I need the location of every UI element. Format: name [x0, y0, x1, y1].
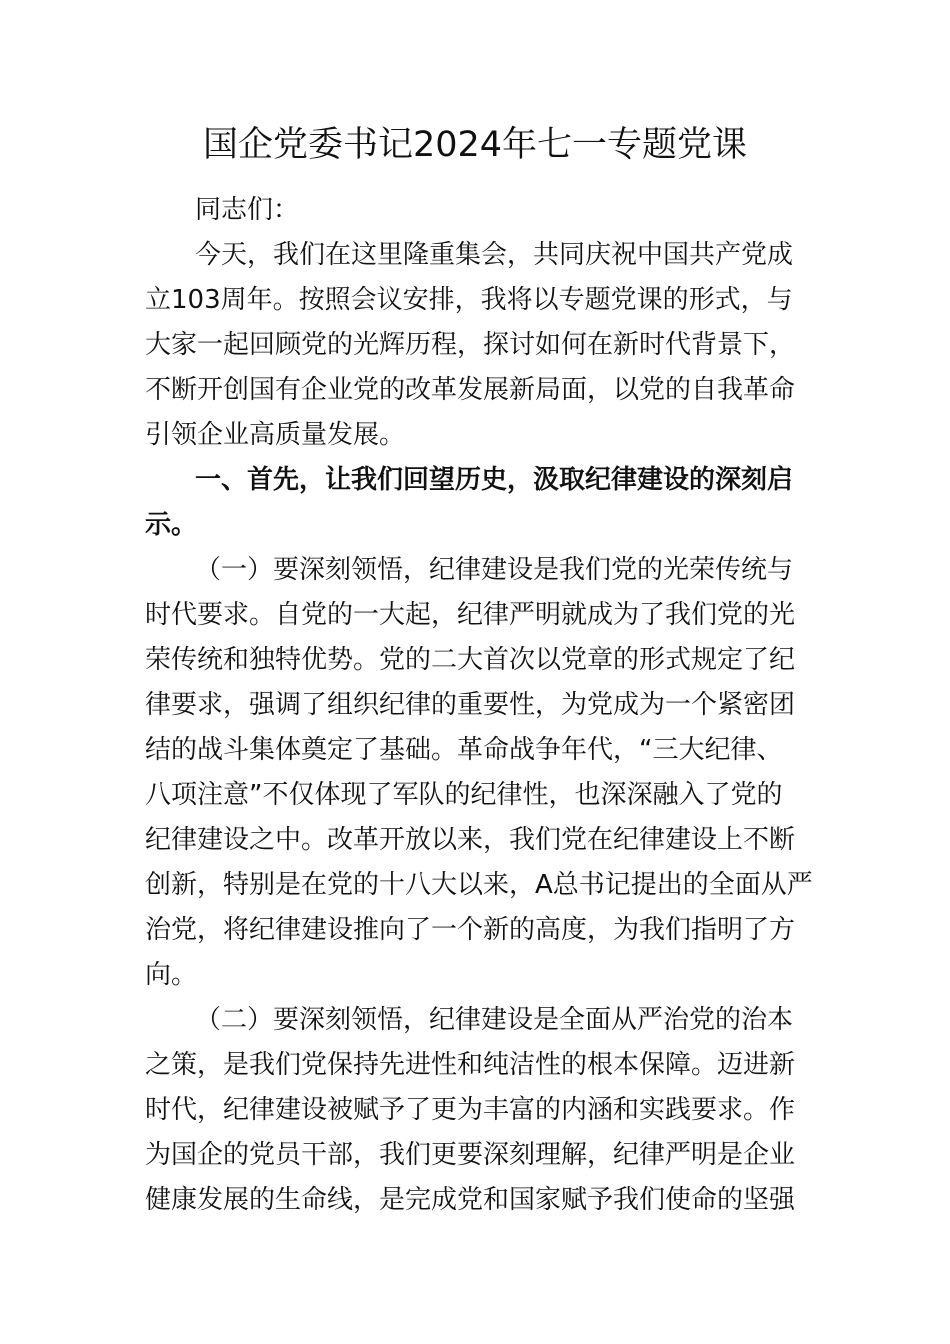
paragraph-line: 荣传统和独特优势。党的二大首次以党章的形式规定了纪: [145, 645, 796, 675]
section-heading: 一、首先，让我们回望历史，汲取纪律建设的深刻启: [195, 465, 794, 495]
paragraph-line: 时代，纪律建设被赋予了更为丰富的内涵和实践要求。作: [145, 1095, 796, 1125]
section-heading: 示。: [145, 510, 198, 540]
paragraph-line: 为国企的党员干部，我们更要深刻理解，纪律严明是企业: [145, 1140, 796, 1170]
paragraph-line: 治党，将纪律建设推向了一个新的高度，为我们指明了方: [145, 915, 796, 945]
paragraph-line: （二）要深刻领悟，纪律建设是全面从严治党的治本: [195, 1005, 794, 1035]
paragraph-line: 时代要求。自党的一大起，纪律严明就成为了我们党的光: [145, 600, 796, 630]
paragraph-line: 立103周年。按照会议安排，我将以专题党课的形式，与: [145, 285, 793, 315]
document-title: 国企党委书记2024年七一专题党课: [202, 125, 748, 165]
paragraph-line: 创新，特别是在党的十八大以来，A总书记提出的全面从严: [145, 870, 813, 900]
paragraph-line: （一）要深刻领悟，纪律建设是我们党的光荣传统与: [195, 555, 794, 585]
paragraph-line: 引领企业高质量发展。: [145, 420, 406, 450]
paragraph-line: 健康发展的生命线，是完成党和国家赋予我们使命的坚强: [145, 1185, 796, 1215]
paragraph-line: 八项注意”不仅体现了军队的纪律性，也深深融入了党的: [145, 780, 783, 810]
paragraph-line: 不断开创国有企业党的改革发展新局面，以党的自我革命: [145, 375, 796, 405]
paragraph-line: 今天，我们在这里隆重集会，共同庆祝中国共产党成: [195, 240, 794, 270]
paragraph-line: 大家一起回顾党的光辉历程，探讨如何在新时代背景下，: [145, 330, 796, 360]
paragraph-line: 之策，是我们党保持先进性和纯洁性的根本保障。迈进新: [145, 1050, 796, 1080]
salutation: 同志们：: [195, 195, 300, 225]
paragraph-line: 纪律建设之中。改革开放以来，我们党在纪律建设上不断: [145, 825, 796, 855]
paragraph-line: 结的战斗集体奠定了基础。革命战争年代，“三大纪律、: [145, 735, 783, 765]
paragraph-line: 向。: [145, 960, 198, 990]
paragraph-line: 律要求，强调了组织纪律的重要性，为党成为一个紧密团: [145, 690, 796, 720]
